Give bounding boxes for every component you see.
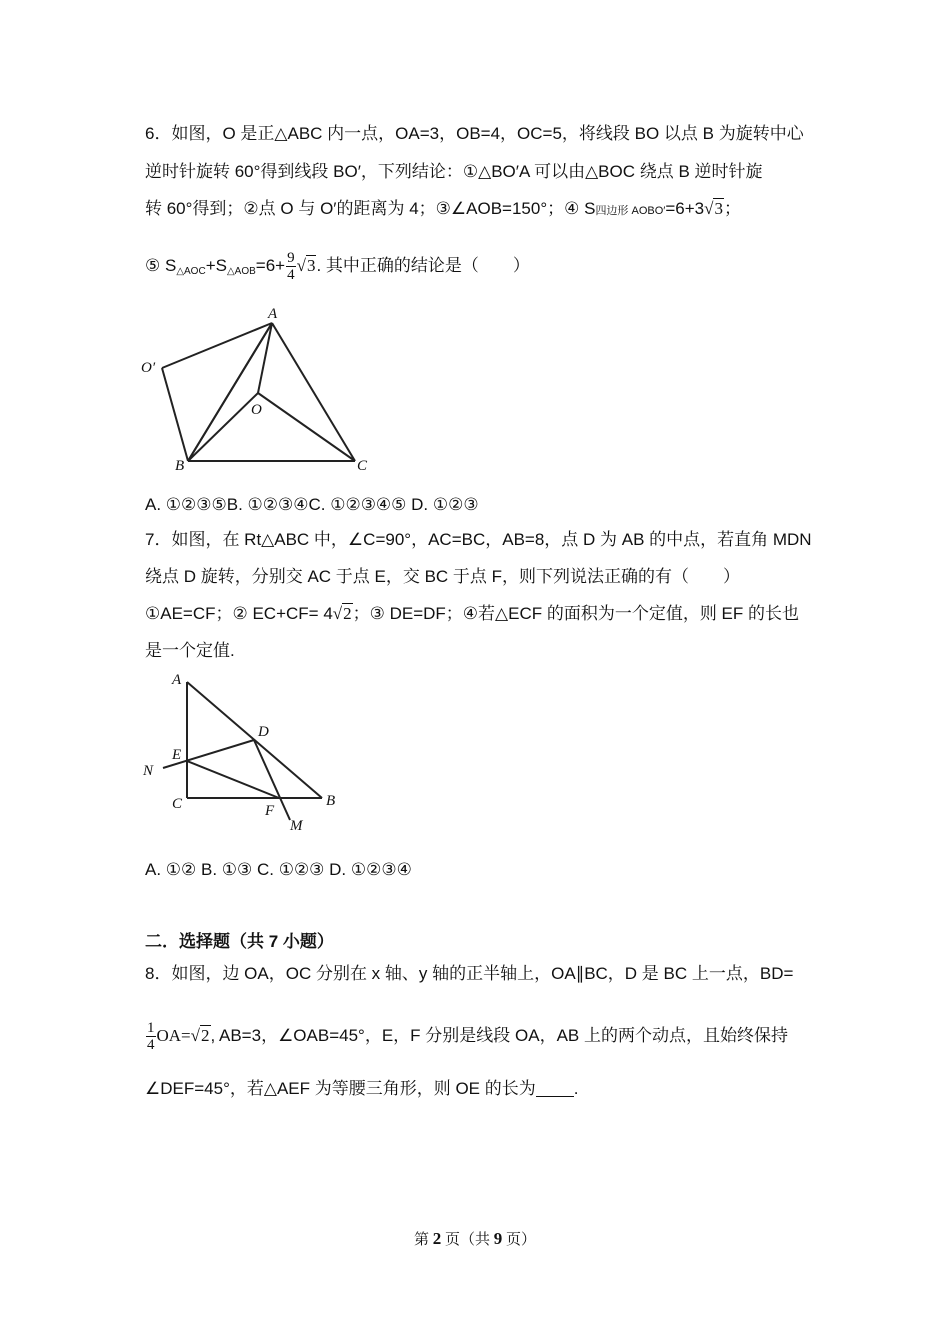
q6-options: A. ①②③⑤B. ①②③④C. ①②③④⑤ D. ①②③ <box>145 495 479 514</box>
q8-line-3-text: ∠DEF=45°，若△AEF 为等腰三角形，则 OE 的长为 <box>145 1079 536 1098</box>
q7-line-4: 是一个定值. <box>145 641 235 660</box>
fraction-9-4: $\frac{9}{4}$ <box>287 250 295 283</box>
q6-area-subscript: 四边形 AOBO′ <box>595 205 666 217</box>
footer-pre: 第 <box>413 1232 433 1248</box>
q7-line-3-rest: ；③ DE=DF；④若△ECF 的面积为一个定值，则 EF 的长也 <box>352 604 799 623</box>
sqrt-2: √2 <box>332 604 352 623</box>
q7-line-3 <box>145 602 799 626</box>
q6-sub-aob: △AOB <box>226 265 256 277</box>
q6-sub-aoc: △AOC <box>176 265 206 277</box>
page-total: 9 <box>493 1229 503 1248</box>
q6-line-3-value: =6+3 <box>665 199 705 218</box>
fig7-label-n: N <box>143 763 154 779</box>
q6-eq: =6+ <box>255 255 286 275</box>
q7-line-3-text: ①AE=CF；② EC+CF= 4 <box>145 604 333 623</box>
q8-line-2 <box>145 1020 788 1053</box>
q7-line-1: 7．如图，在 Rt△ABC 中，∠C=90°，AC=BC，AB=8，点 D 为 AB 的中点，若直角 MDN <box>145 530 812 549</box>
q6-line-4-end: . 其中正确的结论是（ ） <box>316 255 530 275</box>
q6-line-2: 逆时针旋转 60°得到线段 BO′，下列结论：①△BO′A 可以由△BOC 绕点 B 逆时针旋 <box>145 162 763 181</box>
footer-post: 页） <box>502 1232 537 1248</box>
q6-plus: +S <box>205 255 227 275</box>
q6-line-4-text: ⑤ S <box>145 255 177 275</box>
fig7-label-f: F <box>265 803 275 819</box>
answer-blank[interactable] <box>536 1078 574 1097</box>
q6-line-3-end: ； <box>723 199 741 218</box>
q8-oa: OA= <box>156 1025 191 1045</box>
page-number: 2 <box>432 1229 442 1248</box>
q6-line-4 <box>145 250 530 284</box>
fraction-1-4: $\frac{1}{4}$ <box>147 1020 155 1053</box>
fig6-label-a: A <box>268 306 278 322</box>
fig7-label-b: B <box>326 793 336 809</box>
fig7-label-e: E <box>172 747 182 763</box>
fig7-label-a: A <box>172 672 182 688</box>
q8-line-2-rest: , AB=3，∠OAB=45°，E，F 分别是线段 OA，AB 上的两个动点，且始终保持 <box>210 1025 788 1045</box>
q7-line-2: 绕点 D 旋转，分别交 AC 于点 E，交 BC 于点 F，则下列说法正确的有（ ） <box>145 567 741 586</box>
q6-line-1: 6．如图，O 是正△ABC 内一点，OA=3，OB=4，OC=5，将线段 BO 以点 B 为旋转中心 <box>145 124 804 143</box>
q6-line-3-text: 转 60°得到；②点 O 与 O′的距离为 4；③∠AOB=150°；④ S <box>145 199 596 218</box>
fig7-label-c: C <box>172 796 183 812</box>
q6-line-3 <box>145 197 741 223</box>
fig6-label-b: B <box>175 458 185 474</box>
sqrt-3b: √3 <box>296 255 316 275</box>
fig7-label-d: D <box>258 724 269 740</box>
q8-line-1: 8．如图，边 OA，OC 分别在 x 轴、y 轴的正半轴上，OA∥BC，D 是 BC 上一点，BD= <box>145 964 794 983</box>
q7-options: A. ①② B. ①③ C. ①②③ D. ①②③④ <box>145 860 412 879</box>
sqrt-2b: √2 <box>190 1025 210 1045</box>
fig6-label-c: C <box>357 458 368 474</box>
footer-mid: 页（共 <box>441 1232 494 1248</box>
sqrt-3: √3 <box>704 199 723 218</box>
q8-line-3 <box>145 1077 578 1101</box>
page-footer <box>0 1228 950 1249</box>
q8-line-3-end: . <box>573 1079 579 1098</box>
fig6-label-o: O <box>251 402 262 418</box>
fig6-label-o-prime: O′ <box>141 360 156 376</box>
fig7-label-m: M <box>290 818 303 834</box>
section-heading: 二．选择题（共 7 小题） <box>145 932 334 951</box>
